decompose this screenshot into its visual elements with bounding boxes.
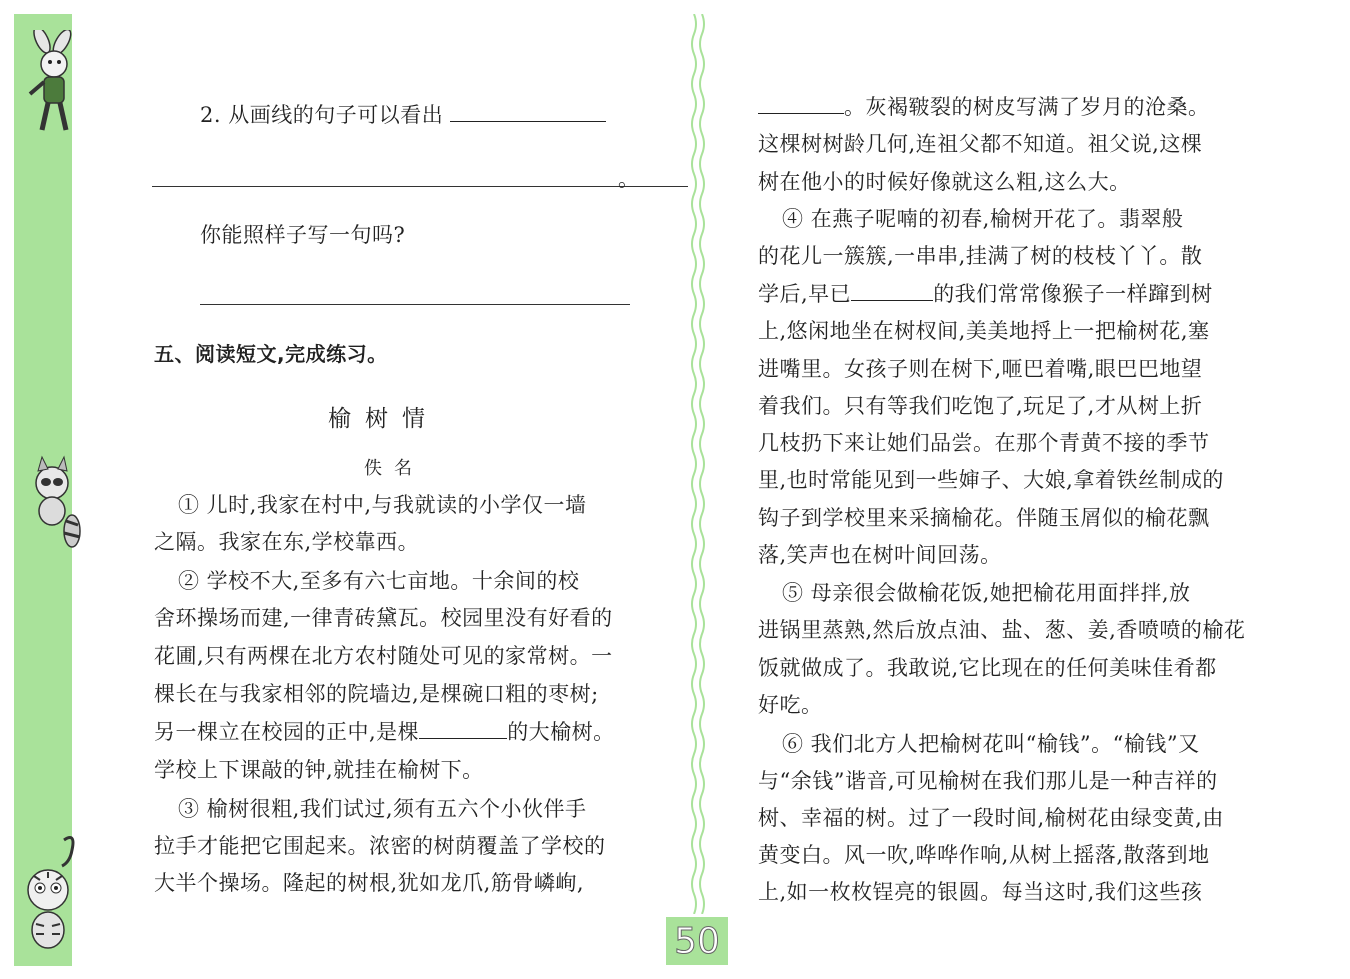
paragraph-line: ④ 在燕子呢喃的初春,榆树开花了。翡翠般 bbox=[782, 207, 1184, 231]
page-number: 50 bbox=[666, 917, 728, 965]
paragraph-line: 花圃,只有两棵在北方农村随处可见的家常树。一 bbox=[154, 644, 613, 668]
paragraph-line: 之隔。我家在东,学校靠西。 bbox=[154, 530, 420, 554]
paragraph-line: 里,也时常能见到一些婶子、大娘,拿着铁丝制成的 bbox=[758, 468, 1224, 492]
paragraph-line: 的花儿一簇簇,一串串,挂满了树的枝枝丫丫。散 bbox=[758, 244, 1203, 268]
paragraph-line: 棵长在与我家相邻的院墙边,是棵碗口粗的枣树; bbox=[154, 682, 599, 706]
section-heading: 五、阅读短文,完成练习。 bbox=[154, 342, 388, 366]
paragraph-text: 的大榆树。 bbox=[507, 720, 615, 744]
paragraph-line: 大半个操场。隆起的树根,犹如龙爪,筋骨嶙峋, bbox=[154, 871, 585, 895]
paragraph-line: ② 学校不大,至多有六七亩地。十余间的校 bbox=[178, 569, 580, 593]
paragraph-line: 舍环操场而建,一律青砖黛瓦。校园里没有好看的 bbox=[154, 606, 613, 630]
right-page bbox=[718, 0, 1278, 979]
paragraph-line: 这棵树树龄几何,连祖父都不知道。祖父说,这棵 bbox=[758, 132, 1203, 156]
question-2-prompt: 你能照样子写一句吗? bbox=[200, 223, 406, 247]
paragraph-line: 树、幸福的树。过了一段时间,榆树花由绿变黄,由 bbox=[758, 806, 1224, 830]
paragraph-line: 几枝扔下来让她们品尝。在那个青黄不接的季节 bbox=[758, 431, 1210, 455]
paragraph-line: 树在他小的时候好像就这么粗,这么大。 bbox=[758, 170, 1131, 194]
answer-blank[interactable] bbox=[450, 103, 606, 122]
paragraph-line: 学校上下课敲的钟,就挂在榆树下。 bbox=[154, 758, 484, 782]
paragraph-text: 另一棵立在校园的正中,是棵 bbox=[154, 720, 420, 744]
paragraph-line: 钩子到学校里来采摘榆花。伴随玉屑似的榆花飘 bbox=[758, 506, 1210, 530]
paragraph-line: 饭就做成了。我敢说,它比现在的任何美味佳肴都 bbox=[758, 656, 1217, 680]
paragraph-line: 落,笑声也在树叶间回荡。 bbox=[758, 543, 1002, 567]
fill-in-blank[interactable] bbox=[851, 282, 933, 301]
paragraph-line: ⑤ 母亲很会做榆花饭,她把榆花用面拌拌,放 bbox=[782, 581, 1191, 605]
answer-line-end: 。 bbox=[618, 167, 640, 191]
paragraph-line: 拉手才能把它围起来。浓密的树荫覆盖了学校的 bbox=[154, 834, 606, 858]
paragraph-text: 。灰褐皲裂的树皮写满了岁月的沧桑。 bbox=[844, 95, 1210, 119]
paragraph-line bbox=[758, 279, 1213, 309]
paragraph-line: ⑥ 我们北方人把榆树花叫“榆钱”。“榆钱”又 bbox=[782, 732, 1200, 756]
paragraph-line: 上,悠闲地坐在树杈间,美美地捋上一把榆树花,塞 bbox=[758, 319, 1210, 343]
paragraph-line: 着我们。只有等我们吃饱了,玩足了,才从树上折 bbox=[758, 394, 1203, 418]
page-divider bbox=[686, 14, 710, 914]
fill-in-blank[interactable] bbox=[419, 720, 507, 739]
paragraph-line: 上,如一枚枚锃亮的银圆。每当这时,我们这些孩 bbox=[758, 880, 1203, 904]
answer-line[interactable] bbox=[152, 186, 688, 187]
left-page bbox=[72, 0, 684, 979]
paragraph-text: 学后,早已 bbox=[758, 282, 852, 306]
article-title: 榆树情 bbox=[328, 406, 439, 432]
paragraph-line: 好吃。 bbox=[758, 693, 823, 717]
paragraph-line: 进嘴里。女孩子则在树下,咂巴着嘴,眼巴巴地望 bbox=[758, 357, 1203, 381]
question-2-text: 2. 从画线的句子可以看出 bbox=[200, 103, 444, 127]
paragraph-line: 与“余钱”谐音,可见榆树在我们那儿是一种吉祥的 bbox=[758, 769, 1218, 793]
question-2 bbox=[200, 100, 606, 130]
article-author: 佚名 bbox=[364, 458, 424, 479]
paragraph-line: ③ 榆树很粗,我们试过,须有五六个小伙伴手 bbox=[178, 797, 587, 821]
paragraph-line: ① 儿时,我家在村中,与我就读的小学仅一墙 bbox=[178, 493, 587, 517]
fill-in-blank[interactable] bbox=[758, 95, 844, 114]
paragraph-line: 黄变白。风一吹,哗哗作响,从树上摇落,散落到地 bbox=[758, 843, 1210, 867]
paragraph-line: 进锅里蒸熟,然后放点油、盐、葱、姜,香喷喷的榆花 bbox=[758, 618, 1246, 642]
paragraph-line bbox=[758, 92, 1210, 122]
paragraph-text: 的我们常常像猴子一样蹿到树 bbox=[933, 282, 1213, 306]
answer-line[interactable] bbox=[200, 304, 630, 305]
paragraph-line bbox=[154, 717, 615, 747]
